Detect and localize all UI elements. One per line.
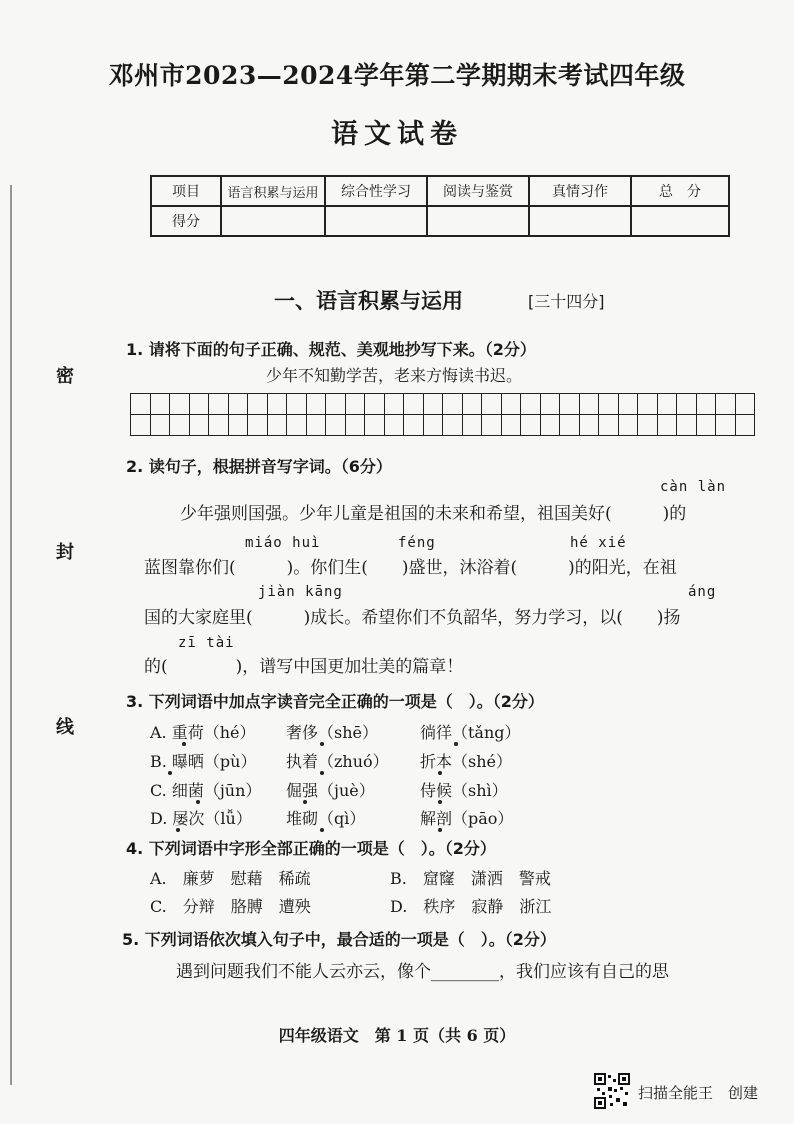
writing-box[interactable]	[384, 415, 404, 436]
q4-option-c: C. 分辩 胳膊 遭殃	[150, 897, 311, 916]
pinyin-miaohui: miáo huì	[245, 535, 321, 551]
q3-option-c-word3: 侍候（shì）	[420, 781, 508, 800]
emphasis-dot	[320, 771, 324, 775]
pinyin-zitai: zī tài	[178, 635, 235, 651]
writing-box[interactable]	[267, 415, 287, 436]
writing-box[interactable]	[306, 394, 326, 415]
writing-box[interactable]	[228, 415, 248, 436]
q3-option-d-word3: 解剖（pāo）	[420, 809, 514, 828]
emphasis-dot	[196, 800, 200, 804]
writing-box[interactable]	[462, 415, 482, 436]
writing-box[interactable]	[170, 394, 190, 415]
question-2-line-2: 蓝图靠你们( )。你们生( )盛世，沐浴着( )的阳光，在祖	[144, 558, 677, 578]
writing-box[interactable]	[579, 415, 599, 436]
writing-box[interactable]	[287, 415, 307, 436]
writing-box[interactable]	[735, 415, 755, 436]
writing-box[interactable]	[423, 394, 443, 415]
score-header-cell: 真情习作	[529, 176, 631, 206]
writing-box[interactable]	[404, 394, 424, 415]
emphasis-dot	[320, 742, 324, 746]
q3-option-b-word3: 折本（shé）	[420, 752, 512, 771]
score-row-label: 得分	[151, 206, 221, 236]
writing-box[interactable]	[150, 415, 170, 436]
copy-grid-row	[131, 415, 755, 436]
score-header-cell: 阅读与鉴赏	[427, 176, 529, 206]
score-cell[interactable]	[529, 206, 631, 236]
emphasis-dot	[438, 800, 442, 804]
writing-box[interactable]	[696, 394, 716, 415]
writing-box[interactable]	[345, 415, 365, 436]
writing-box[interactable]	[599, 394, 619, 415]
writing-box[interactable]	[443, 394, 463, 415]
writing-box[interactable]	[209, 415, 229, 436]
writing-box[interactable]	[599, 415, 619, 436]
binding-line	[10, 185, 12, 1085]
qr-code-icon	[594, 1073, 630, 1109]
writing-box[interactable]	[618, 394, 638, 415]
emphasis-dot	[168, 771, 172, 775]
seal-char-feng: 封	[56, 542, 74, 563]
question-1-prompt: 1. 请将下面的句子正确、规范、美观地抄写下来。（2分）	[126, 340, 536, 359]
pinyin-canlan: càn làn	[660, 479, 727, 495]
writing-box[interactable]	[482, 394, 502, 415]
writing-box[interactable]	[735, 394, 755, 415]
q4-option-b: B. 窟窿 潇洒 警戒	[390, 869, 551, 888]
score-header-cell: 语言积累与运用	[221, 176, 325, 206]
score-table-header-row	[151, 176, 729, 206]
score-table	[150, 175, 730, 237]
exam-subtitle: 语文试卷	[331, 119, 463, 150]
emphasis-dot	[454, 742, 458, 746]
q3-option-c-word2: 倔强（juè）	[286, 781, 375, 800]
writing-box[interactable]	[540, 394, 560, 415]
question-4-prompt: 4. 下列词语中字形全部正确的一项是（ ）。（2分）	[126, 839, 496, 858]
exam-title: 邓州市2023—2024学年第二学期期末考试四年级	[108, 61, 686, 90]
writing-box[interactable]	[677, 415, 697, 436]
writing-box[interactable]	[287, 394, 307, 415]
emphasis-dot	[438, 828, 442, 832]
seal-char-mi: 密	[56, 366, 74, 387]
question-2-line-4: 的( )，谱写中国更加壮美的篇章！	[144, 657, 464, 677]
question-3-prompt: 3. 下列词语中加点字读音完全正确的一项是（ ）。（2分）	[126, 692, 544, 711]
writing-box[interactable]	[657, 415, 677, 436]
writing-box[interactable]	[521, 415, 541, 436]
score-header-cell: 总 分	[631, 176, 729, 206]
pinyin-jiankang: jiàn kāng	[258, 584, 343, 600]
writing-box[interactable]	[423, 415, 443, 436]
question-2-prompt: 2. 读句子，根据拼音写字词。（6分）	[126, 457, 392, 476]
score-header-cell: 综合性学习	[325, 176, 427, 206]
q3-option-b-word1: B. 曝晒（pù）	[150, 752, 257, 771]
emphasis-dot	[182, 742, 186, 746]
scanner-watermark: 扫描全能王 创建	[638, 1084, 759, 1102]
writing-box[interactable]	[326, 415, 346, 436]
writing-box[interactable]	[540, 415, 560, 436]
score-cell[interactable]	[631, 206, 729, 236]
writing-box[interactable]	[716, 394, 736, 415]
writing-box[interactable]	[170, 415, 190, 436]
question-1-sentence: 少年不知勤学苦，老来方悔读书迟。	[266, 366, 523, 385]
writing-box[interactable]	[716, 415, 736, 436]
writing-box[interactable]	[131, 394, 151, 415]
section-score: [三十四分]	[528, 292, 605, 311]
score-table-score-row	[151, 206, 729, 236]
question-2-line-3: 国的大家庭里( )成长。希望你们不负韶华，努力学习，以( )扬	[144, 608, 681, 628]
writing-box[interactable]	[365, 415, 385, 436]
writing-box[interactable]	[560, 394, 580, 415]
score-header-cell: 项目	[151, 176, 221, 206]
writing-box[interactable]	[638, 394, 658, 415]
writing-box[interactable]	[248, 394, 268, 415]
writing-box[interactable]	[306, 415, 326, 436]
writing-box[interactable]	[696, 415, 716, 436]
writing-box[interactable]	[462, 394, 482, 415]
writing-box[interactable]	[326, 394, 346, 415]
writing-box[interactable]	[365, 394, 385, 415]
writing-box[interactable]	[443, 415, 463, 436]
emphasis-dot	[320, 828, 324, 832]
pinyin-hexie: hé xié	[570, 535, 627, 551]
q3-option-a-word1: A. 重荷（hé）	[150, 723, 256, 742]
emphasis-dot	[176, 828, 180, 832]
writing-box[interactable]	[248, 415, 268, 436]
writing-box[interactable]	[657, 394, 677, 415]
q3-option-a-word2: 奢侈（shē）	[286, 723, 378, 742]
copy-grid-row	[131, 394, 755, 415]
seal-char-xian: 线	[56, 717, 74, 738]
score-cell[interactable]	[221, 206, 325, 236]
q3-option-d-word2: 堆砌（qì）	[286, 809, 366, 828]
section-title: 一、语言积累与运用	[274, 289, 463, 313]
writing-box[interactable]	[501, 394, 521, 415]
q4-option-d: D. 秩序 寂静 浙江	[390, 897, 552, 916]
q3-option-b-word2: 执着（zhuó）	[286, 752, 389, 771]
writing-box[interactable]	[131, 415, 151, 436]
emphasis-dot	[438, 771, 442, 775]
writing-box[interactable]	[209, 394, 229, 415]
question-5-text: 遇到问题我们不能人云亦云，像个________，我们应该有自己的思	[176, 962, 669, 982]
q3-option-d-word1: D. 屡次（lǚ）	[150, 809, 252, 828]
q4-option-a: A. 廉萝 慰藉 稀疏	[150, 869, 311, 888]
score-cell[interactable]	[325, 206, 427, 236]
writing-box[interactable]	[579, 394, 599, 415]
writing-box[interactable]	[384, 394, 404, 415]
writing-box[interactable]	[150, 394, 170, 415]
writing-box[interactable]	[189, 415, 209, 436]
score-cell[interactable]	[427, 206, 529, 236]
writing-box[interactable]	[638, 415, 658, 436]
writing-box[interactable]	[345, 394, 365, 415]
writing-box[interactable]	[521, 394, 541, 415]
page-footer: 四年级语文 第 1 页（共 6 页）	[278, 1026, 516, 1045]
writing-box[interactable]	[482, 415, 502, 436]
writing-box[interactable]	[228, 394, 248, 415]
writing-box[interactable]	[404, 415, 424, 436]
pinyin-feng: féng	[398, 535, 436, 551]
writing-box[interactable]	[189, 394, 209, 415]
q3-option-a-word3: 徜徉（tǎng）	[420, 723, 521, 742]
question-5-prompt: 5. 下列词语依次填入句子中，最合适的一项是（ ）。（2分）	[122, 930, 556, 949]
writing-box[interactable]	[267, 394, 287, 415]
writing-box[interactable]	[560, 415, 580, 436]
q3-option-c-word1: C. 细菌（jūn）	[150, 781, 262, 800]
emphasis-dot	[303, 800, 307, 804]
question-2-line-1: 少年强则国强。少年儿童是祖国的未来和希望，祖国美好( )的	[180, 504, 687, 524]
writing-box[interactable]	[618, 415, 638, 436]
writing-box[interactable]	[677, 394, 697, 415]
pinyin-ang: áng	[688, 584, 717, 600]
copy-grid[interactable]	[130, 393, 755, 436]
writing-box[interactable]	[501, 415, 521, 436]
